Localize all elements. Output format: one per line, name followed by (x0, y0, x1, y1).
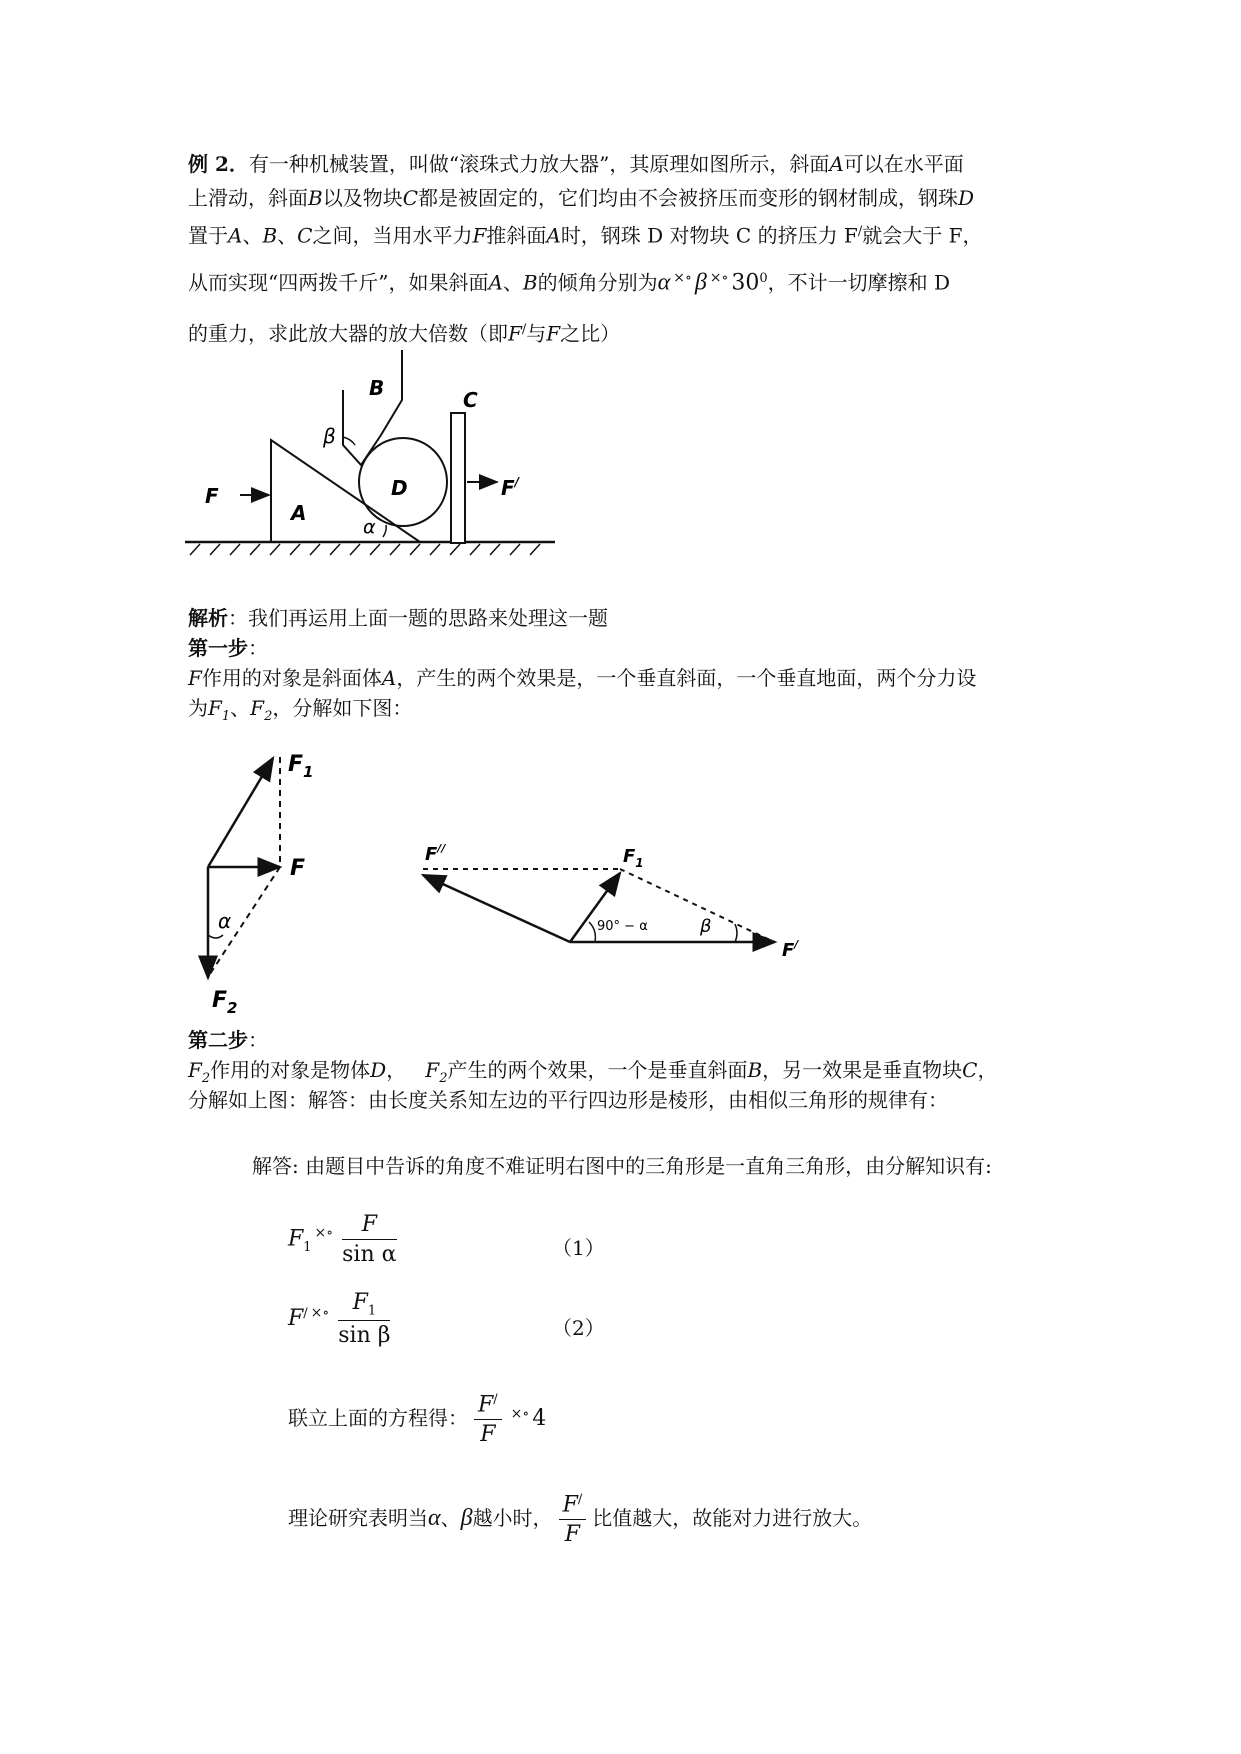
equation-2: F/ ×∘ $\frac{F_1}{\text{sin β}}$ (288, 1290, 391, 1349)
figure-f-decomposition (190, 745, 330, 1015)
step2-title: 第二步： (188, 1028, 268, 1052)
problem-line-5: 的重力，求此放大器的放大倍数（即F/与F之比） (188, 321, 621, 346)
problem-line-2: 上滑动，斜面B以及物块C都是被固定的，它们均由不会被挤压而变形的钢材制成，钢珠D (188, 186, 975, 210)
svg-text:C: C (463, 388, 478, 412)
problem-line-1: 例 2．有一种机械装置，叫做“滚珠式力放大器”，其原理如图所示，斜面A可以在水平面 (188, 152, 964, 176)
svg-text:F1: $F_1$ (623, 846, 644, 870)
solution-intro: 解析：我们再运用上面一题的思路来处理这一题 (188, 606, 608, 630)
svg-text:F: F (290, 856, 306, 881)
block-c (451, 413, 465, 543)
svg-text:F/: F/ (501, 475, 520, 500)
svg-text:90° − α: 90° − α (597, 919, 648, 934)
step1-line-1: F作用的对象是斜面体A，产生的两个效果是，一个垂直斜面，一个垂直地面，两个分力设 (188, 666, 977, 690)
step1-line-2: 为$F_1$、$F_2$，分解如下图： (188, 696, 413, 724)
svg-text:F/: F/ (782, 938, 799, 961)
conclusion: 理论研究表明当α、β越小时， $\frac{F^/}{F}$ 比值越大，故能对力进行放大。 (288, 1492, 873, 1548)
step2-answer: 解答: 由题目中告诉的角度不难证明右图中的三角形是一直角三角形，由分解知识有: (252, 1154, 992, 1178)
svg-text:B: B (369, 376, 385, 400)
problem-line-3: 置于A、B、C之间，当用水平力F推斜面A时，钢珠 D 对物块 C 的挤压力 F/就会大于 F， (188, 223, 983, 248)
svg-text:F1: $F_1$ (288, 752, 314, 781)
svg-text:α: α (218, 909, 232, 933)
step2-line-1: $F_2$作用的对象是物体D， $F_2$产生的两个效果，一个是垂直斜面B，另一效果是垂直物块C， (188, 1058, 998, 1086)
figure-force-amplifier (185, 345, 565, 575)
combined-result: 联立上面的方程得： $\frac{F^/}{F}$ ×∘ 4 (288, 1392, 547, 1448)
figure-f2-decomposition (415, 820, 815, 970)
problem-label: 例 2． (188, 152, 249, 176)
svg-text:α: α (363, 516, 376, 538)
svg-text:β: β (323, 424, 336, 448)
step1-title: 第一步： (188, 636, 268, 660)
svg-text:F2: $F_2$ (212, 988, 238, 1015)
equation-1-number: （1） (552, 1236, 605, 1260)
equation-2-number: （2） (552, 1316, 605, 1340)
ratio-fraction: $\frac{F^/}{F}$ (474, 1392, 502, 1447)
problem-line-4: 从而实现“四两拨千斤”，如果斜面A、B的倾角分别为α ×∘ β ×∘ $30^0$，不计一切摩擦和 D (188, 269, 951, 296)
ground-hatch (190, 544, 540, 555)
equation-1: $F_1^{\times\circ}$ $\frac{F}{\text{sin α}}$ (288, 1212, 397, 1267)
svg-text:D: D (391, 476, 408, 500)
conclusion-fraction: $\frac{F^/}{F}$ (559, 1492, 587, 1547)
svg-text:F//: F// (425, 842, 446, 865)
svg-text:β: β (700, 916, 712, 937)
eq1-fraction: $\frac{F}{\text{sin α}}$ (342, 1212, 397, 1267)
step2-line-2: 分解如上图：解答：由长度关系知左边的平行四边形是棱形，由相似三角形的规律有： (188, 1088, 948, 1112)
svg-text:F: F (205, 484, 219, 508)
incline-b (343, 350, 402, 465)
svg-text:A: A (291, 501, 307, 525)
eq2-fraction: $\frac{F_1}{\text{sin β}}$ (338, 1290, 391, 1349)
